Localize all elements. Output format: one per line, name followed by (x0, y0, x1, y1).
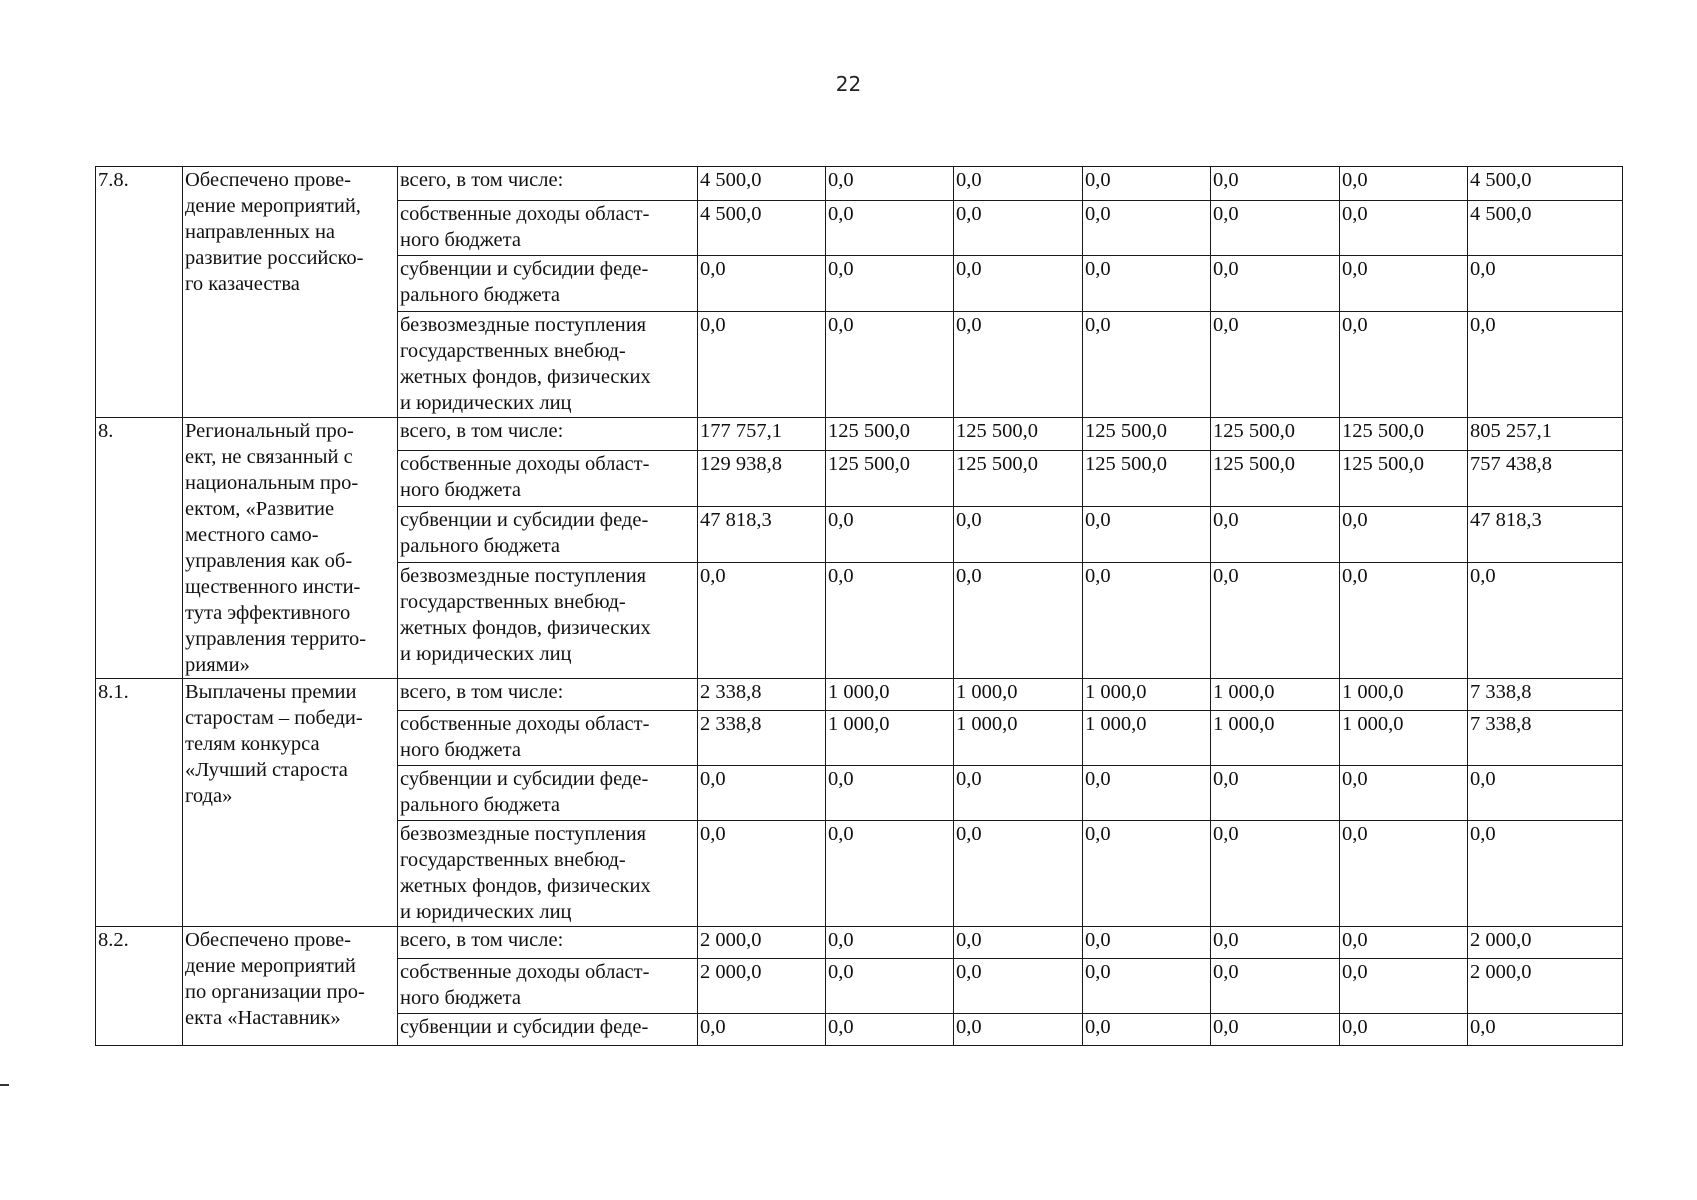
amount-cell: 0,0 (1468, 312, 1623, 418)
item-name-line: щественного инсти- (185, 576, 361, 598)
amount-cell: 0,0 (826, 167, 954, 201)
page-number: 22 (835, 72, 862, 96)
funding-source-line: ного бюджета (400, 987, 521, 1009)
amount-cell: 0,0 (1211, 1014, 1340, 1046)
amount-cell: 1 000,0 (1211, 711, 1340, 766)
amount-cell: 0,0 (1211, 927, 1340, 959)
amount-cell: 0,0 (1083, 766, 1211, 821)
amount-cell: 7 338,8 (1468, 711, 1623, 766)
amount-cell: 177 757,1 (698, 418, 826, 451)
item-name-line: управления как об- (185, 550, 353, 572)
amount-cell: 0,0 (954, 201, 1083, 256)
item-code: 8.1. (96, 679, 183, 927)
funding-source-line: рального бюджета (400, 794, 561, 816)
amount-cell: 125 500,0 (1340, 450, 1468, 506)
amount-cell: 2 000,0 (1468, 959, 1623, 1014)
amount-cell: 0,0 (1340, 821, 1468, 927)
funding-source-line: безвозмездные поступления (400, 565, 647, 588)
amount-cell: 1 000,0 (954, 711, 1083, 766)
funding-source-line: безвозмездные поступления (400, 823, 647, 845)
table-row (96, 927, 1623, 959)
amount-cell: 0,0 (1083, 821, 1211, 927)
amount-cell: 4 500,0 (1468, 201, 1623, 256)
table-row (96, 679, 1623, 711)
funding-source-line: субвенции и субсидии феде- (400, 258, 649, 280)
funding-source (398, 450, 698, 506)
item-name-line: направленных на (185, 221, 336, 243)
amount-cell: 125 500,0 (1083, 418, 1211, 451)
amount-cell: 0,0 (826, 1014, 954, 1046)
funding-source-line: жетных фондов, физических (400, 617, 651, 640)
funding-source-line: субвенции и субсидии феде- (400, 768, 649, 790)
amount-cell: 0,0 (1340, 927, 1468, 959)
amount-cell: 0,0 (954, 167, 1083, 201)
funding-source (398, 256, 698, 312)
amount-cell: 0,0 (1211, 563, 1340, 679)
funding-source-line: государственных внебюд- (400, 849, 626, 871)
funding-source (398, 418, 698, 451)
amount-cell: 0,0 (698, 563, 826, 679)
item-name-line: старостам – победи- (185, 707, 363, 729)
amount-cell: 4 500,0 (698, 167, 826, 201)
amount-cell: 0,0 (1468, 256, 1623, 312)
amount-cell: 0,0 (1211, 201, 1340, 256)
item-name (183, 679, 398, 927)
amount-cell: 125 500,0 (1340, 418, 1468, 451)
funding-source (398, 679, 698, 711)
funding-source (398, 821, 698, 927)
amount-cell: 0,0 (1340, 563, 1468, 679)
amount-cell: 0,0 (1468, 821, 1623, 927)
amount-cell: 2 338,8 (698, 679, 826, 711)
funding-source-line: субвенции и субсидии феде- (400, 509, 649, 532)
funding-source-line: всего, в том числе: (400, 681, 564, 703)
amount-cell: 0,0 (1211, 312, 1340, 418)
amount-cell: 0,0 (826, 927, 954, 959)
amount-cell: 0,0 (954, 766, 1083, 821)
amount-cell: 125 500,0 (954, 450, 1083, 506)
item-name (183, 927, 398, 1046)
item-name-line: дение мероприятий (185, 955, 356, 977)
amount-cell: 125 500,0 (826, 450, 954, 506)
amount-cell: 0,0 (1340, 167, 1468, 201)
amount-cell: 0,0 (954, 563, 1083, 679)
amount-cell: 0,0 (954, 927, 1083, 959)
amount-cell: 0,0 (1211, 821, 1340, 927)
item-name-line: Обеспечено прове- (185, 169, 351, 191)
item-name-line: «Лучший староста (185, 759, 348, 781)
funding-source (398, 766, 698, 821)
amount-cell: 2 000,0 (698, 927, 826, 959)
funding-source (398, 507, 698, 563)
funding-source (398, 1014, 698, 1046)
amount-cell: 0,0 (1340, 201, 1468, 256)
amount-cell: 0,0 (954, 507, 1083, 563)
item-name-line: дение мероприятий, (185, 195, 361, 217)
amount-cell: 0,0 (954, 821, 1083, 927)
amount-cell: 805 257,1 (1468, 418, 1623, 451)
funding-source-line: собственные доходы област- (400, 713, 650, 735)
amount-cell: 0,0 (826, 256, 954, 312)
amount-cell: 0,0 (698, 766, 826, 821)
funding-source (398, 927, 698, 959)
amount-cell: 1 000,0 (1083, 679, 1211, 711)
item-name-line: екта «Наставник» (185, 1007, 341, 1029)
funding-source-line: рального бюджета (400, 284, 561, 306)
item-name-line: национальным про- (185, 472, 359, 494)
amount-cell: 4 500,0 (1468, 167, 1623, 201)
item-code: 8.2. (96, 927, 183, 1046)
amount-cell: 0,0 (1083, 959, 1211, 1014)
item-name-line: развитие российско- (185, 247, 364, 269)
funding-source (398, 711, 698, 766)
amount-cell: 0,0 (1340, 766, 1468, 821)
amount-cell: 0,0 (1340, 256, 1468, 312)
amount-cell: 2 000,0 (698, 959, 826, 1014)
amount-cell: 1 000,0 (826, 711, 954, 766)
amount-cell: 2 000,0 (1468, 927, 1623, 959)
funding-source-line: и юридических лиц (400, 643, 572, 666)
item-name-line: го казачества (185, 273, 300, 295)
funding-source-line: всего, в том числе: (400, 929, 564, 951)
item-name-line: по организации про- (185, 981, 365, 1003)
amount-cell: 0,0 (1468, 766, 1623, 821)
item-name-line: Региональный про- (185, 420, 354, 442)
item-name-line: года» (185, 785, 233, 807)
amount-cell: 0,0 (1211, 167, 1340, 201)
amount-cell: 0,0 (1083, 312, 1211, 418)
funding-source-line: жетных фондов, физических (400, 366, 651, 388)
funding-source-line: собственные доходы област- (400, 452, 650, 475)
amount-cell: 0,0 (698, 256, 826, 312)
funding-source-line: собственные доходы област- (400, 203, 650, 225)
funding-source (398, 201, 698, 256)
amount-cell: 0,0 (954, 959, 1083, 1014)
item-name-line: тута эффективного (185, 602, 351, 624)
item-name (183, 418, 398, 679)
amount-cell: 0,0 (1468, 563, 1623, 679)
margin-tick-mark (0, 1084, 9, 1086)
amount-cell: 0,0 (1340, 959, 1468, 1014)
amount-cell: 125 500,0 (954, 418, 1083, 451)
amount-cell: 7 338,8 (1468, 679, 1623, 711)
amount-cell: 125 500,0 (1211, 450, 1340, 506)
amount-cell: 0,0 (1083, 256, 1211, 312)
amount-cell: 0,0 (826, 959, 954, 1014)
amount-cell: 1 000,0 (1340, 679, 1468, 711)
funding-source (398, 959, 698, 1014)
funding-source-line: субвенции и субсидии феде- (400, 1016, 649, 1038)
amount-cell: 125 500,0 (1083, 450, 1211, 506)
amount-cell: 0,0 (826, 201, 954, 256)
amount-cell: 0,0 (826, 312, 954, 418)
funding-source-line: рального бюджета (400, 535, 561, 558)
item-name-line: риями» (185, 654, 250, 676)
item-name-line: ект, не связанный с (185, 446, 353, 468)
amount-cell: 0,0 (954, 1014, 1083, 1046)
amount-cell: 1 000,0 (1211, 679, 1340, 711)
item-name-line: Обеспечено прове- (185, 929, 351, 951)
amount-cell: 1 000,0 (1340, 711, 1468, 766)
amount-cell: 0,0 (1083, 927, 1211, 959)
funding-source-line: ного бюджета (400, 478, 521, 501)
funding-source-line: ного бюджета (400, 739, 521, 761)
amount-cell: 4 500,0 (698, 201, 826, 256)
amount-cell: 0,0 (698, 1014, 826, 1046)
amount-cell: 125 500,0 (826, 418, 954, 451)
item-name-line: телям конкурса (185, 733, 320, 755)
amount-cell: 0,0 (1211, 507, 1340, 563)
amount-cell: 47 818,3 (698, 507, 826, 563)
funding-source-line: всего, в том числе: (400, 169, 564, 191)
amount-cell: 0,0 (826, 766, 954, 821)
amount-cell: 129 938,8 (698, 450, 826, 506)
amount-cell: 0,0 (1083, 1014, 1211, 1046)
funding-source (398, 563, 698, 679)
amount-cell: 0,0 (1211, 766, 1340, 821)
item-name-line: ектом, «Развитие (185, 498, 335, 520)
amount-cell: 757 438,8 (1468, 450, 1623, 506)
amount-cell: 125 500,0 (1211, 418, 1340, 451)
amount-cell: 0,0 (1340, 507, 1468, 563)
amount-cell: 0,0 (1211, 256, 1340, 312)
amount-cell: 0,0 (954, 256, 1083, 312)
funding-source-line: безвозмездные поступления (400, 314, 647, 336)
funding-source-line: всего, в том числе: (400, 420, 564, 442)
funding-source-line: жетных фондов, физических (400, 875, 651, 897)
funding-source (398, 312, 698, 418)
amount-cell: 1 000,0 (826, 679, 954, 711)
amount-cell: 1 000,0 (1083, 711, 1211, 766)
item-name-line: Выплачены премии (185, 681, 357, 703)
funding-source-line: собственные доходы област- (400, 961, 650, 983)
amount-cell: 0,0 (1211, 959, 1340, 1014)
amount-cell: 0,0 (1083, 201, 1211, 256)
table-row (96, 418, 1623, 451)
amount-cell: 0,0 (1083, 563, 1211, 679)
amount-cell: 0,0 (826, 507, 954, 563)
item-name-line: управления террито- (185, 628, 367, 650)
amount-cell: 0,0 (1083, 167, 1211, 201)
item-name-line: местного само- (185, 524, 319, 546)
amount-cell: 0,0 (1083, 507, 1211, 563)
amount-cell: 2 338,8 (698, 711, 826, 766)
item-code: 8. (96, 418, 183, 679)
amount-cell: 0,0 (1468, 1014, 1623, 1046)
amount-cell: 0,0 (1340, 312, 1468, 418)
funding-source-line: и юридических лиц (400, 392, 572, 414)
funding-source-line: государственных внебюд- (400, 340, 626, 362)
funding-source (398, 167, 698, 201)
budget-table (95, 166, 1623, 1046)
amount-cell: 0,0 (698, 312, 826, 418)
item-name (183, 167, 398, 418)
amount-cell: 0,0 (954, 312, 1083, 418)
funding-source-line: и юридических лиц (400, 901, 572, 923)
amount-cell: 0,0 (826, 821, 954, 927)
amount-cell: 47 818,3 (1468, 507, 1623, 563)
funding-source-line: государственных внебюд- (400, 591, 626, 614)
amount-cell: 0,0 (698, 821, 826, 927)
funding-source-line: ного бюджета (400, 229, 521, 251)
amount-cell: 0,0 (826, 563, 954, 679)
amount-cell: 0,0 (1340, 1014, 1468, 1046)
amount-cell: 1 000,0 (954, 679, 1083, 711)
table-row (96, 167, 1623, 201)
item-code: 7.8. (96, 167, 183, 418)
